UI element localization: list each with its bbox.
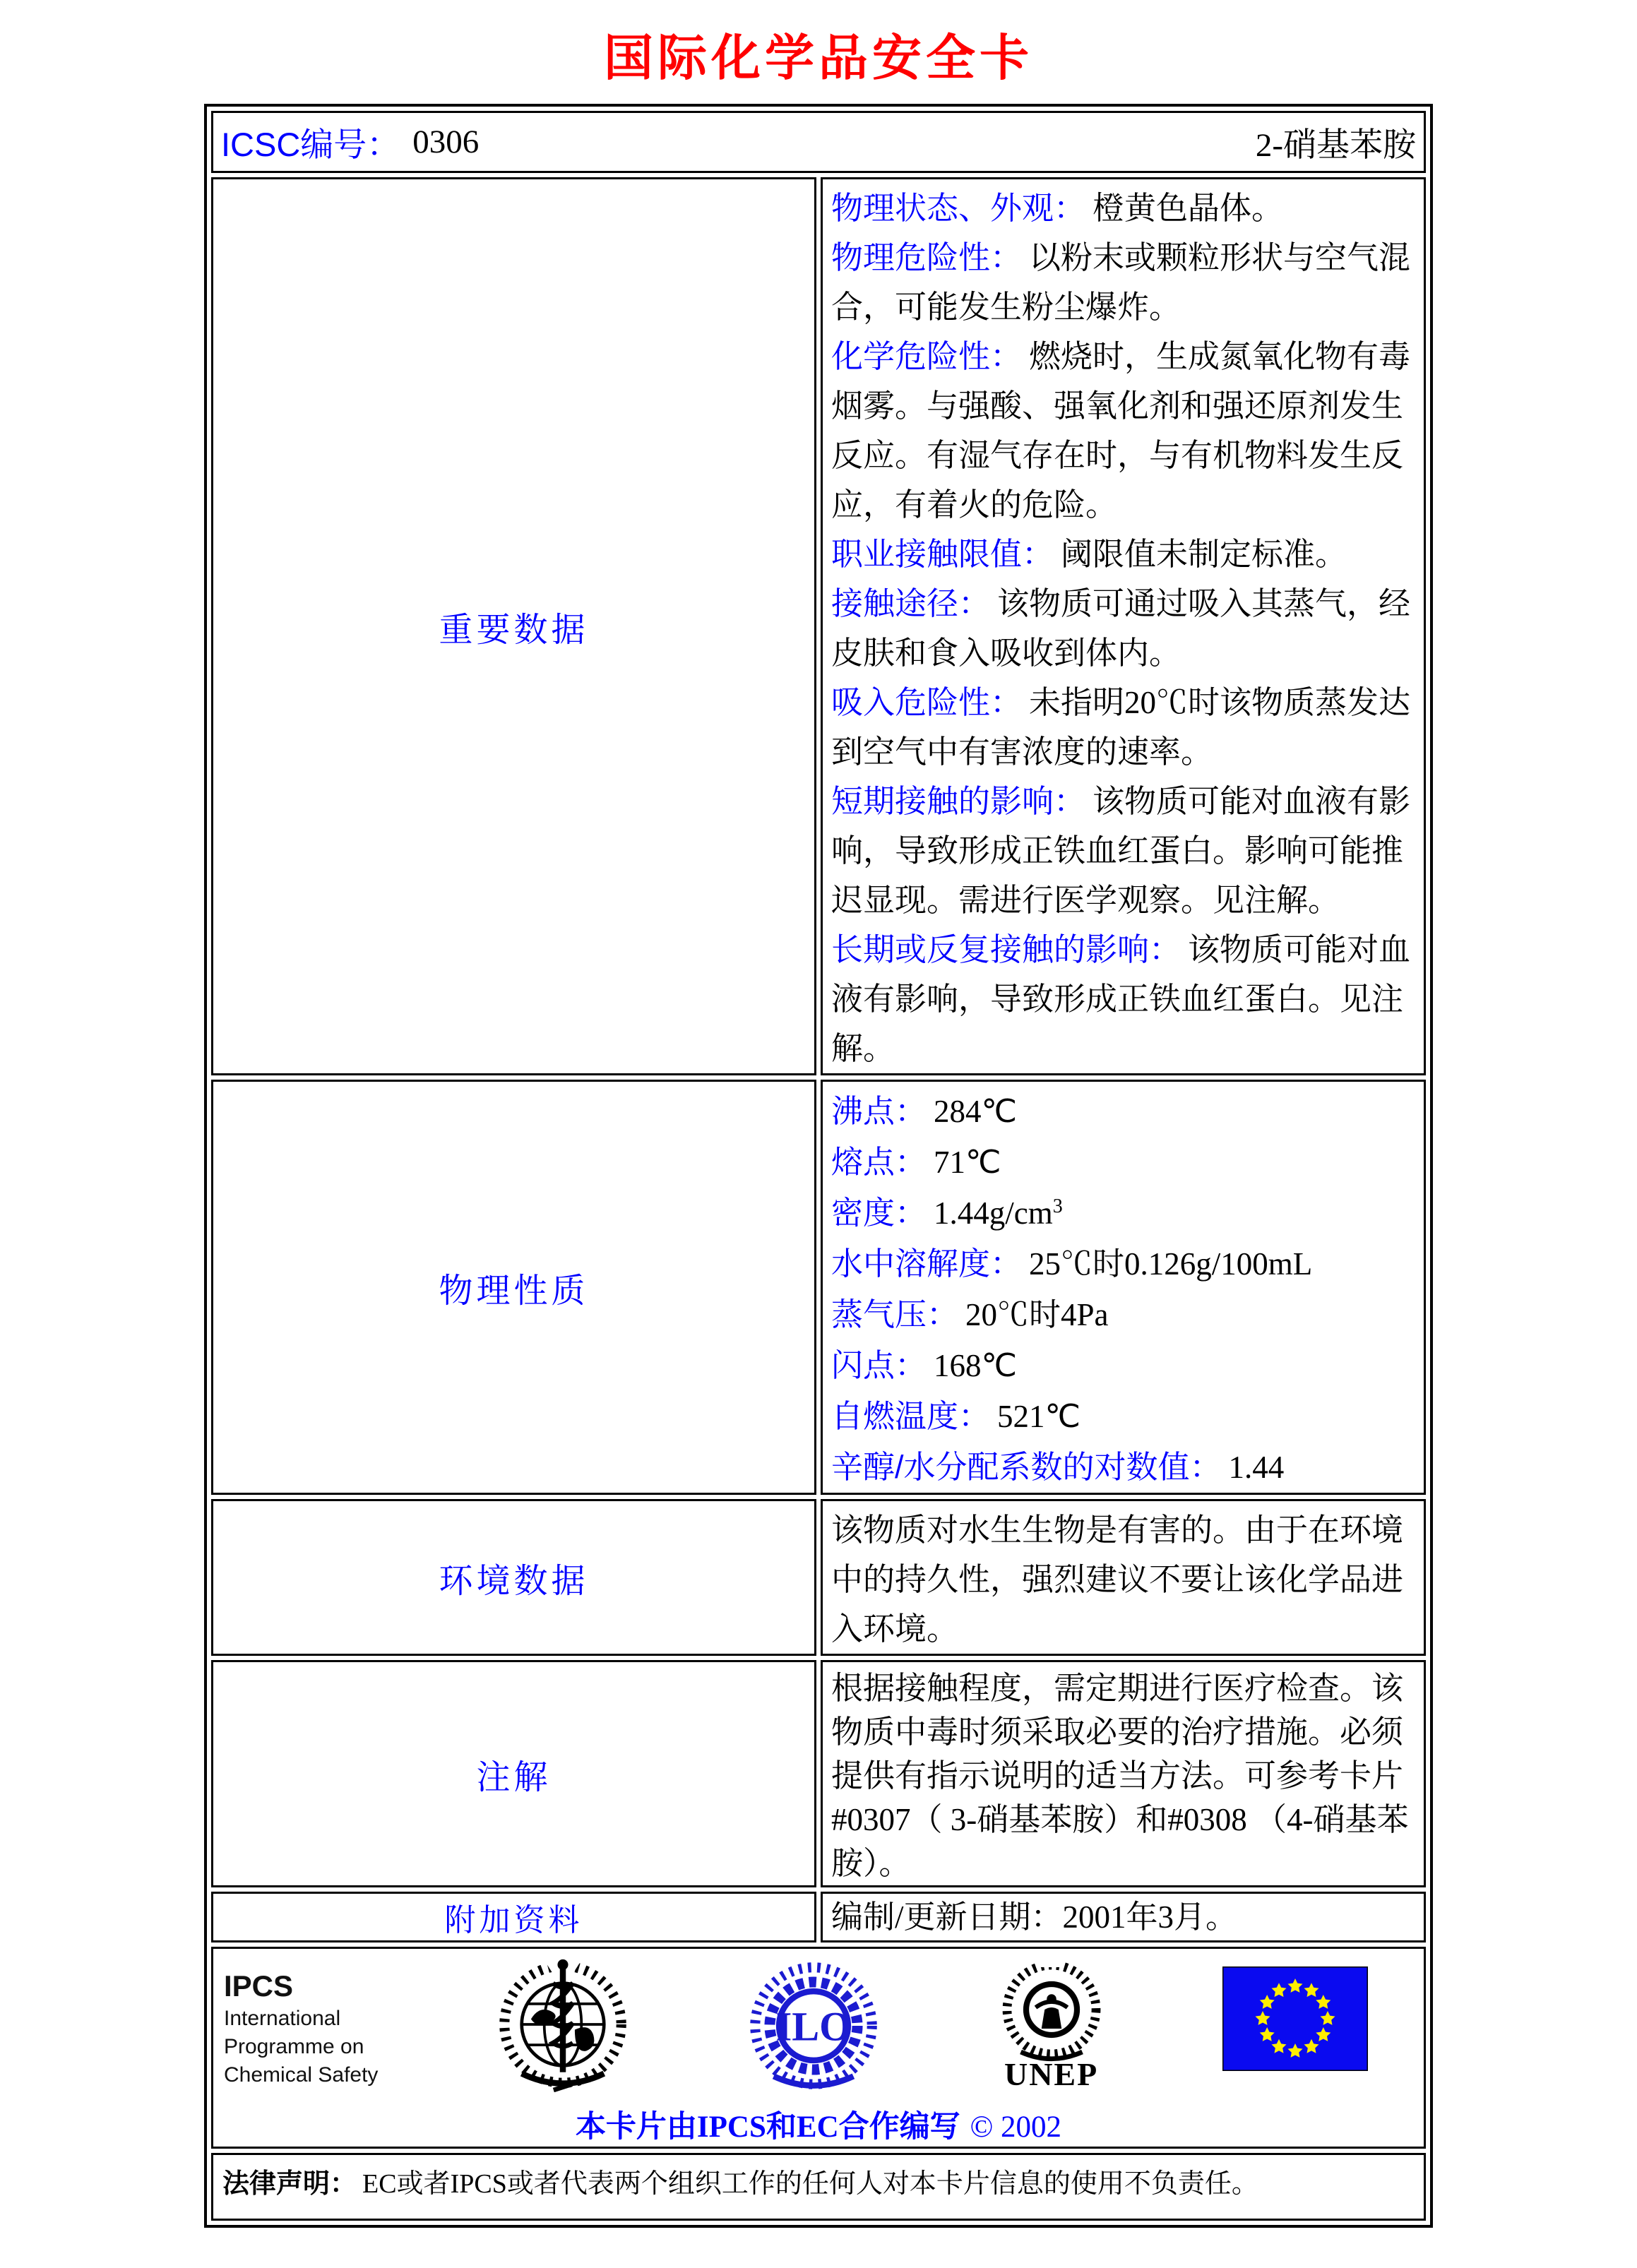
property-value: 以粉末或颗粒形状与空气混合，可能发生粉尘爆炸。	[831, 240, 1411, 325]
property-label: 化学危险性：	[831, 338, 1023, 374]
legal-row	[211, 2153, 1426, 2221]
section-label-environmental-data: 环境数据	[211, 1499, 816, 1656]
property-label: 接触途径：	[831, 585, 991, 621]
property-label: 物理状态、外观：	[831, 190, 1086, 226]
property-line	[831, 184, 1415, 233]
property-label: 蒸气压：	[831, 1296, 959, 1332]
section-content-environmental-data	[821, 1499, 1426, 1656]
svg-text:ILO: ILO	[775, 2003, 852, 2050]
property-line	[831, 1895, 1415, 1939]
property-value: 521℃	[997, 1399, 1081, 1434]
property-label: 熔点：	[831, 1144, 927, 1180]
property-line	[831, 332, 1415, 530]
legal-notice-text: EC或者IPCS或者代表两个组织工作的任何人对本卡片信息的使用不负责任。	[362, 2169, 1258, 2199]
property-line	[831, 1086, 1415, 1137]
section-content-additional-info	[821, 1892, 1426, 1942]
unep-wordmark: UNEP	[1004, 2056, 1099, 2092]
property-label: 长期或反复接触的影响：	[831, 931, 1181, 967]
property-line	[831, 530, 1415, 579]
property-value: 284℃	[934, 1094, 1018, 1129]
property-label: 密度：	[831, 1195, 927, 1231]
property-value: 168℃	[934, 1348, 1018, 1383]
safety-card-table	[204, 104, 1433, 2228]
ipcs-line: International	[224, 2007, 341, 2030]
update-date-value: 2001年3月。	[1062, 1899, 1238, 1935]
property-value: 20℃时4Pa	[965, 1297, 1109, 1332]
property-line	[831, 777, 1415, 925]
ilo-logo-icon	[747, 1957, 880, 2099]
icsc-number-value: 0306	[412, 124, 480, 160]
section-content-notes	[821, 1660, 1426, 1887]
property-label: 沸点：	[831, 1093, 927, 1129]
property-label: 自燃温度：	[831, 1398, 991, 1434]
ipcs-line: Programme on	[224, 2035, 364, 2058]
property-line	[831, 1239, 1415, 1289]
property-label: 辛醇/水分配系数的对数值：	[831, 1449, 1222, 1485]
property-value: 该物质可通过吸入其蒸气，经皮肤和食入吸收到体内。	[831, 586, 1411, 671]
section-content-physical-properties	[821, 1080, 1426, 1495]
eu-flag-icon	[1222, 1957, 1368, 2075]
property-line	[831, 678, 1415, 777]
property-line	[831, 925, 1415, 1073]
property-label: 闪点：	[831, 1347, 927, 1383]
property-label: 水中溶解度：	[831, 1246, 1023, 1282]
footer-caption	[214, 2103, 1423, 2146]
section-content-important-data	[821, 177, 1426, 1075]
section-label-additional-info: 附加资料	[211, 1892, 816, 1942]
property-label: 吸入危险性：	[831, 684, 1023, 720]
property-value: 橙黄色晶体。	[1093, 191, 1284, 226]
legal-notice-label: 法律声明：	[222, 2169, 357, 2199]
property-value: 25℃时0.126g/100mL	[1029, 1246, 1313, 1282]
property-value: 未指明20℃时该物质蒸发达到空气中有害浓度的速率。	[831, 685, 1411, 770]
property-value: 燃烧时，生成氮氧化物有毒烟雾。与强酸、强氧化剂和强还原剂发生反应。有湿气存在时，与有机物料发生反应，有着火的危险。	[831, 339, 1411, 523]
property-value: 1.44	[1228, 1450, 1285, 1485]
copyright-text: © 2002	[970, 2111, 1062, 2144]
header-row	[211, 111, 1426, 173]
property-value: 该物质可能对血液有影响，导致形成正铁血红蛋白。见注解。	[831, 932, 1411, 1066]
property-line	[831, 1188, 1415, 1239]
property-line	[831, 579, 1415, 678]
property-line	[831, 233, 1415, 332]
property-line	[831, 1340, 1415, 1391]
update-date-label: 编制/更新日期：	[831, 1899, 1063, 1935]
unep-logo-icon	[999, 1957, 1105, 2091]
property-label: 短期接触的影响：	[831, 783, 1086, 819]
ipcs-text-block	[224, 1957, 378, 2089]
logos-row	[211, 1947, 1426, 2149]
ipcs-title: IPCS	[224, 1969, 294, 2003]
ipcs-line: Chemical Safety	[224, 2063, 379, 2087]
page-title: 国际化学品安全卡	[604, 32, 1033, 86]
section-label-important-data: 重要数据	[211, 177, 816, 1075]
notes-text: 根据接触程度，需定期进行医疗检查。该物质中毒时须采取必要的治疗措施。必须提供有指示说明的适当方法。可参考卡片#0307（ 3-硝基苯胺）和#0308 （4-硝基苯胺）。	[831, 1671, 1409, 1881]
section-label-notes: 注解	[211, 1660, 816, 1887]
property-line	[831, 1391, 1415, 1442]
property-value: 该物质可能对血液有影响，导致形成正铁血红蛋白。影响可能推迟显现。需进行医学观察。见注解。	[831, 784, 1411, 918]
property-value: 阈限值未制定标准。	[1061, 537, 1347, 572]
property-label: 职业接触限值：	[831, 536, 1054, 572]
icsc-number-label: ICSC编号：	[221, 125, 400, 163]
chemical-name: 2-硝基苯胺	[1255, 126, 1416, 164]
property-label: 物理危险性：	[831, 239, 1023, 275]
section-label-physical-properties: 物理性质	[211, 1080, 816, 1495]
property-line	[831, 1289, 1415, 1340]
property-line	[831, 1442, 1415, 1493]
caption-text: 本卡片由IPCS和EC合作编写	[575, 2111, 960, 2144]
who-logo-icon	[496, 1957, 629, 2096]
property-value: 71℃	[934, 1145, 1001, 1180]
density-superscript: 3	[1052, 1195, 1063, 1217]
property-line	[831, 1137, 1415, 1188]
property-value: 1.44g/cm	[934, 1195, 1053, 1231]
environmental-data-text: 该物质对水生生物是有害的。由于在环境中的持久性，强烈建议不要让该化学品进入环境。	[831, 1512, 1404, 1647]
